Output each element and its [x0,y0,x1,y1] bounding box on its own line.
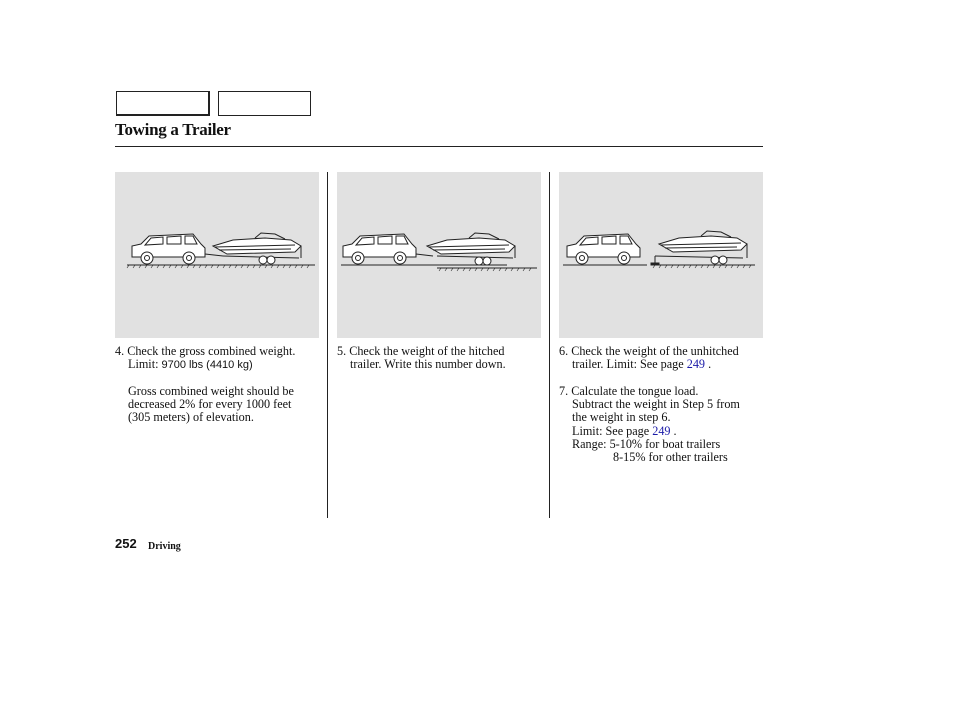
column-divider [549,172,550,518]
page-number: 252 [115,536,137,551]
step-4-note-line: decreased 2% for every 1000 feet [128,397,292,411]
title-rule [115,146,763,147]
step-7-heading: 7. Calculate the tongue load. [559,384,699,398]
car-boat-icon [115,172,319,338]
car-boat-icon [337,172,541,338]
illustration-gross-weight [115,172,319,338]
nav-button-previous[interactable] [116,91,210,116]
step-7-line: the weight in step 6. [572,410,671,424]
step-4-heading: 4. Check the gross combined weight. [115,344,296,358]
column-divider [327,172,328,518]
illustration-hitched-trailer [337,172,541,338]
step-4-limit-label: Limit: [128,357,162,371]
step-5-heading: 5. Check the weight of the hitched [337,344,505,358]
step-6-page-link[interactable]: 249 [686,357,706,371]
step-7-range: 8-15% for other trailers [613,450,728,464]
nav-button-next[interactable] [218,91,311,116]
step-7-line: Subtract the weight in Step 5 from [572,397,740,411]
step-4-limit-value: 9700 lbs (4410 kg) [161,359,253,371]
step-4-limit [128,358,253,372]
step-6-limit-text: trailer. Limit: See page [572,357,687,371]
illustration-unhitched-trailer [559,172,763,338]
step-7-page-link[interactable]: 249 [652,424,671,438]
step-4-note-line: Gross combined weight should be [128,384,294,398]
page-title: Towing a Trailer [115,120,231,139]
step-6-heading: 6. Check the weight of the unhitched [559,344,739,358]
step-7-limit-end: . [670,424,677,438]
step-4-note-line: (305 meters) of elevation. [128,410,254,424]
section-label: Driving [148,541,181,552]
step-7-range: Range: 5-10% for boat trailers [572,437,721,451]
step-6-limit-end: . [705,357,712,371]
car-boat-icon [559,172,763,338]
step-5-line: trailer. Write this number down. [350,357,506,371]
step-6-limit [572,358,711,371]
step-7-limit-text: Limit: See page [572,424,653,438]
